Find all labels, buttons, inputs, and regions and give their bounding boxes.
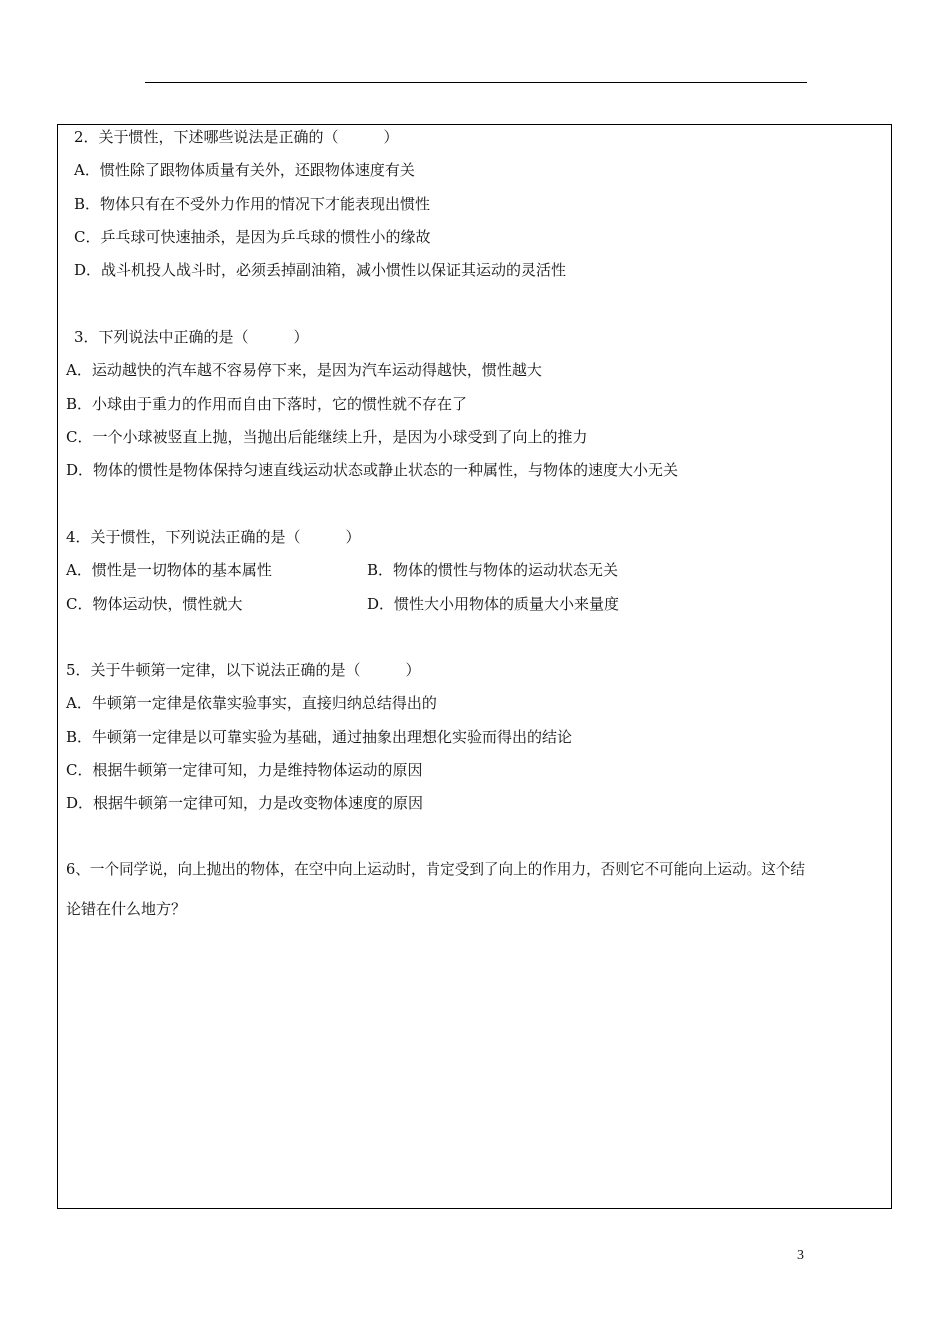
page-number: 3: [797, 1248, 804, 1263]
question-5-option-d: D．根据牛顿第一定律可知，力是改变物体速度的原因: [66, 794, 424, 812]
question-4-option-a: A．惯性是一切物体的基本属性: [66, 561, 272, 579]
question-3-option-a: A．运动越快的汽车越不容易停下来，是因为汽车运动得越快，惯性越大: [66, 361, 542, 379]
question-3-option-c: C．一个小球被竖直上抛，当抛出后能继续上升，是因为小球受到了向上的推力: [66, 428, 588, 446]
question-3-stem: 3．下列说法中正确的是（ ）: [74, 328, 309, 346]
question-4-option-b: B．物体的惯性与物体的运动状态无关: [367, 561, 619, 579]
question-4-stem: 4．关于惯性，下列说法正确的是（ ）: [66, 528, 361, 546]
question-2-option-a: A．惯性除了跟物体质量有关外，还跟物体速度有关: [74, 161, 415, 179]
question-2-stem: 2．关于惯性，下述哪些说法是正确的（ ）: [74, 128, 399, 146]
question-3-option-b: B．小球由于重力的作用而自由下落时，它的惯性就不存在了: [66, 395, 468, 413]
question-5-option-a: A．牛顿第一定律是依靠实验事实，直接归纳总结得出的: [66, 694, 437, 712]
question-4-option-c: C．物体运动快，惯性就大: [66, 595, 243, 613]
question-5-option-c: C．根据牛顿第一定律可知，力是维持物体运动的原因: [66, 761, 423, 779]
question-6-text-line-1: 6、一个同学说，向上抛出的物体，在空中向上运动时，肯定受到了向上的作用力，否则它不可能向上运动。这个结: [66, 861, 805, 878]
question-2-option-c: C．乒乓球可快速抽杀，是因为乒乓球的惯性小的缘故: [74, 228, 431, 246]
question-3-option-d: D．物体的惯性是物体保持匀速直线运动状态或静止状态的一种属性，与物体的速度大小无关: [66, 461, 679, 479]
question-2-option-d: D．战斗机投人战斗时，必须丢掉副油箱，减小惯性以保证其运动的灵活性: [74, 261, 567, 279]
question-6-text-line-2: 论错在什么地方？: [66, 900, 187, 918]
question-5-stem: 5．关于牛顿第一定律，以下说法正确的是（ ）: [66, 661, 421, 679]
header-rule: [145, 82, 807, 83]
question-5-option-b: B．牛顿第一定律是以可靠实验为基础，通过抽象出理想化实验而得出的结论: [66, 728, 573, 746]
question-4-option-d: D．惯性大小用物体的质量大小来量度: [367, 595, 620, 613]
question-2-option-b: B．物体只有在不受外力作用的情况下才能表现出惯性: [74, 195, 431, 213]
